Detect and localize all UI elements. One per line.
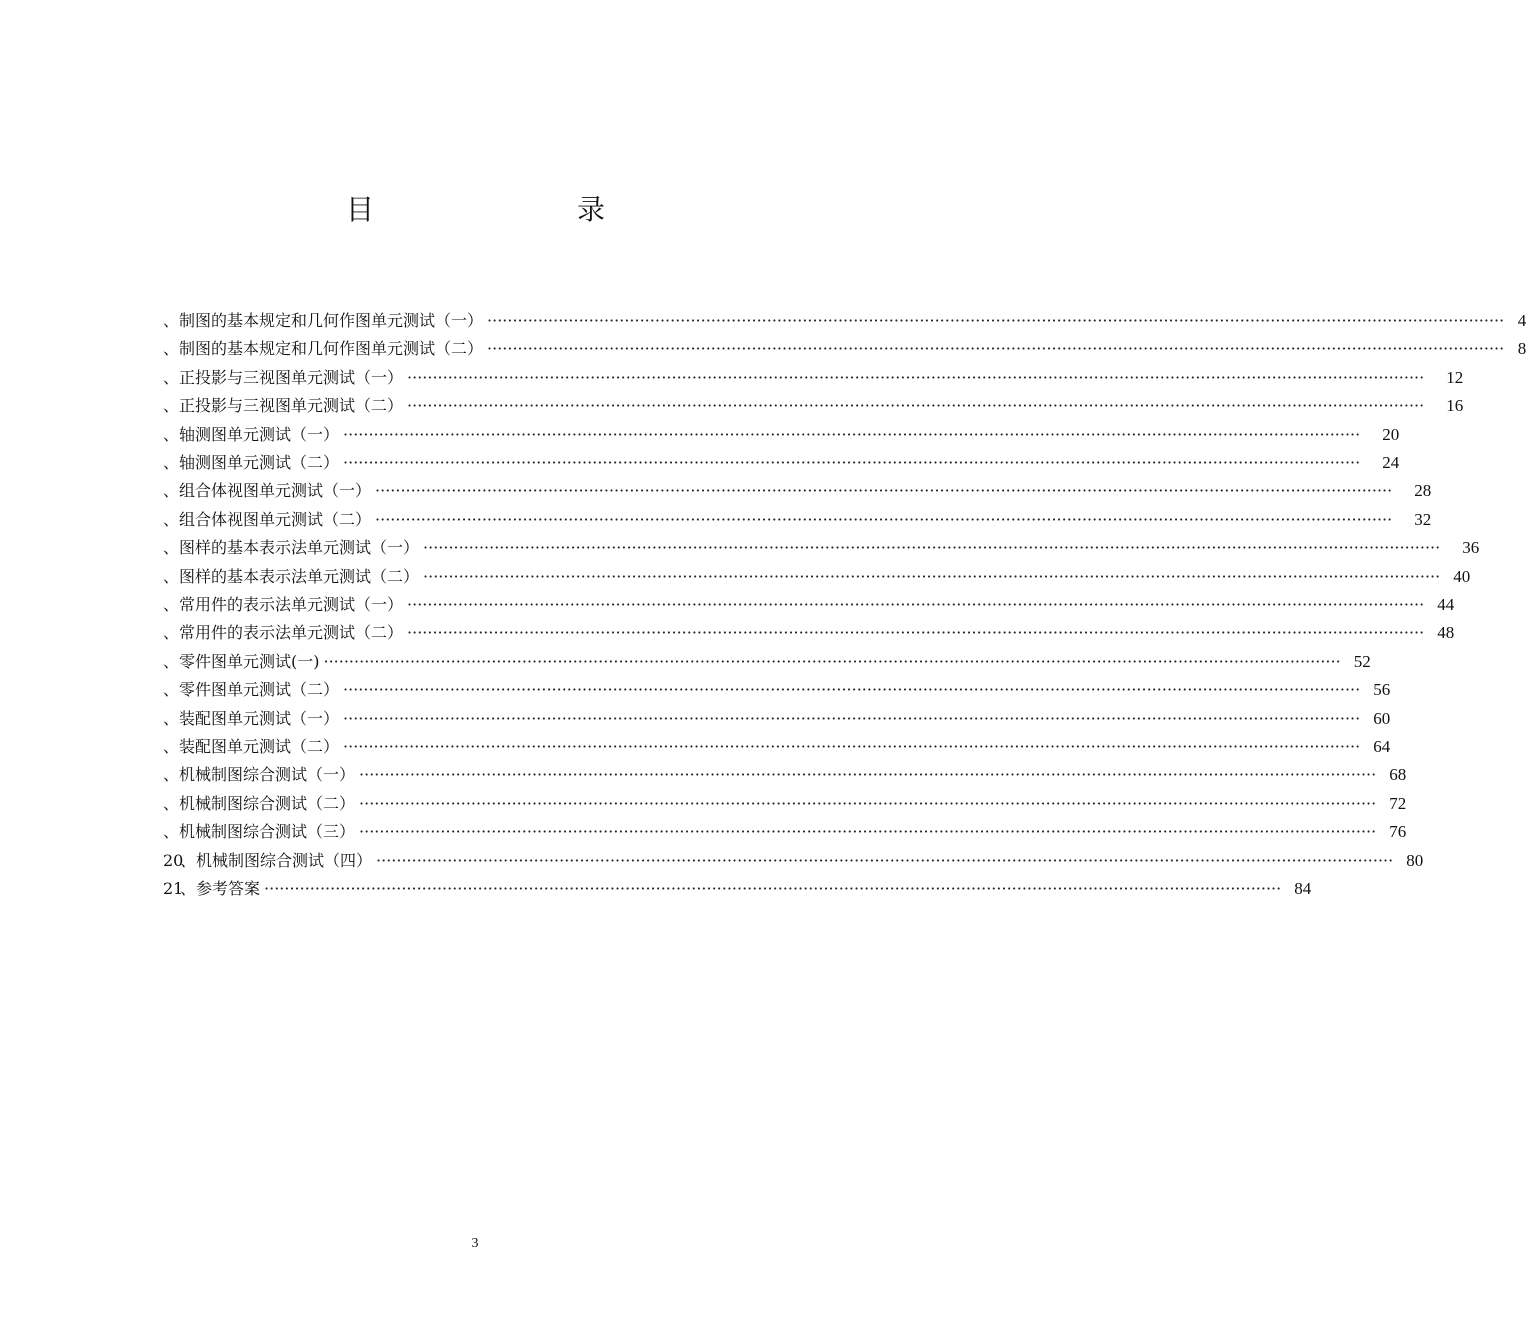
toc-leader-dots: ········································································································································································································ xyxy=(343,737,1361,756)
toc-entry xyxy=(163,361,1464,389)
toc-entry-page: 4 xyxy=(1517,311,1526,330)
toc-entry xyxy=(163,844,1424,872)
toc-entry xyxy=(163,418,1400,446)
toc-entry xyxy=(163,304,1526,332)
toc-leader-dots: ········································································································································································································ xyxy=(359,765,1377,785)
toc-entry-page: 28 xyxy=(1414,481,1432,501)
toc-entry-page: 84 xyxy=(1294,879,1312,898)
toc-leader-dots: ········································································································································································································ xyxy=(264,879,1282,898)
toc-entry-label: 、机械制图综合测试（四） xyxy=(180,850,373,870)
toc-entry-label: 、装配图单元测试（一） xyxy=(163,708,340,728)
toc-entry-label: 、机械制图综合测试（三） xyxy=(163,822,356,842)
toc-leader-dots: ········································································································································································································ xyxy=(359,822,1377,842)
toc-entry-label: 、常用件的表示法单元测试（二） xyxy=(163,623,404,643)
toc-entry xyxy=(163,531,1480,559)
toc-entry-number: 20 xyxy=(163,850,184,870)
toc-leader-dots: ········································································································································································································ xyxy=(407,595,1425,614)
toc-entry-page: 8 xyxy=(1517,339,1526,359)
toc-entry-label: 、组合体视图单元测试（一） xyxy=(163,481,372,501)
toc-entry-label: 、常用件的表示法单元测试（一） xyxy=(163,595,404,614)
toc-title-left: 目 xyxy=(346,193,375,226)
toc-title-right: 录 xyxy=(577,193,606,226)
toc-entry-label: 、正投影与三视图单元测试（二） xyxy=(163,396,404,416)
toc-entry-label: 、图样的基本表示法单元测试（一） xyxy=(163,538,420,558)
toc-entry-label: 、制图的基本规定和几何作图单元测试（二） xyxy=(163,339,484,359)
toc-leader-dots: ········································································································································································································ xyxy=(323,651,1341,671)
toc-entry xyxy=(163,503,1432,531)
toc-entry-label: 、参考答案 xyxy=(180,879,261,898)
toc-entry xyxy=(163,730,1391,758)
toc-entry xyxy=(163,474,1432,502)
toc-leader-dots: ········································································································································································································ xyxy=(343,708,1361,728)
toc-entry xyxy=(163,673,1391,701)
toc-entry-page: 36 xyxy=(1462,538,1480,558)
toc-entry-page: 44 xyxy=(1437,595,1455,614)
toc-entry-page: 76 xyxy=(1389,822,1407,842)
toc-leader-dots: ········································································································································································································ xyxy=(487,311,1505,330)
toc-leader-dots: ········································································································································································································ xyxy=(407,367,1425,387)
toc-entry-page: 72 xyxy=(1389,793,1407,813)
toc-leader-dots: ········································································································································································································ xyxy=(343,680,1361,700)
toc-entry-page: 68 xyxy=(1389,765,1407,785)
toc-entry xyxy=(163,446,1400,474)
toc-leader-dots: ········································································································································································································ xyxy=(487,339,1505,359)
toc-leader-dots: ········································································································································································································ xyxy=(343,424,1361,444)
toc-entry-page: 80 xyxy=(1406,850,1424,870)
toc-entry xyxy=(163,787,1407,815)
toc-entry-page: 48 xyxy=(1437,623,1455,643)
toc-entry-number: 21 xyxy=(163,879,184,898)
toc-entry-label: 、机械制图综合测试（二） xyxy=(163,793,356,813)
toc-entry-label: 、正投影与三视图单元测试（一） xyxy=(163,367,404,387)
toc-leader-dots: ········································································································································································································ xyxy=(376,850,1394,870)
toc-leader-dots: ········································································································································································································ xyxy=(407,396,1425,416)
toc-entry-label: 、零件图单元测试(一) xyxy=(163,651,320,671)
toc-entry-label: 、图样的基本表示法单元测试（二） xyxy=(163,566,420,586)
toc-leader-dots: ········································································································································································································ xyxy=(423,566,1441,586)
toc-entry-page: 60 xyxy=(1373,708,1391,728)
toc-entry-page: 12 xyxy=(1446,367,1464,387)
toc-entry xyxy=(163,872,1312,900)
toc-entry xyxy=(163,560,1471,588)
toc-entry-page: 64 xyxy=(1373,737,1391,756)
toc-leader-dots: ········································································································································································································ xyxy=(359,793,1377,813)
toc-entry xyxy=(163,616,1455,644)
toc-entry-page: 32 xyxy=(1414,509,1432,529)
toc-entry xyxy=(163,702,1391,730)
toc-entry-label: 、零件图单元测试（二） xyxy=(163,680,340,700)
toc-leader-dots: ········································································································································································································ xyxy=(407,623,1425,643)
toc-leader-dots: ········································································································································································································ xyxy=(343,453,1361,472)
toc-leader-dots: ········································································································································································································ xyxy=(375,509,1393,529)
toc-entry-page: 56 xyxy=(1373,680,1391,700)
toc-entry-label: 、机械制图综合测试（一） xyxy=(163,765,356,785)
toc-title xyxy=(0,190,950,230)
toc-leader-dots: ········································································································································································································ xyxy=(423,538,1441,558)
toc-entry xyxy=(163,332,1526,360)
toc-leader-dots: ········································································································································································································ xyxy=(375,481,1393,501)
toc-entry-page: 52 xyxy=(1353,651,1371,671)
toc-entry-label: 、轴测图单元测试（二） xyxy=(163,453,340,472)
toc-entry-label: 、组合体视图单元测试（二） xyxy=(163,509,372,529)
toc-entry xyxy=(163,389,1464,417)
toc-entry-page: 40 xyxy=(1453,566,1471,586)
toc-entry-label: 、轴测图单元测试（一） xyxy=(163,424,340,444)
toc-entry-page: 16 xyxy=(1446,396,1464,416)
toc-entry xyxy=(163,758,1407,786)
toc-entry-label: 、制图的基本规定和几何作图单元测试（一） xyxy=(163,311,484,330)
page-number: 3 xyxy=(471,1236,479,1251)
toc-entry xyxy=(163,815,1407,843)
toc-entry-label: 、装配图单元测试（二） xyxy=(163,737,340,756)
toc-entry-page: 20 xyxy=(1382,424,1400,444)
toc-entry xyxy=(163,588,1455,616)
toc-entry-page: 24 xyxy=(1382,453,1400,472)
toc-entry xyxy=(163,645,1371,673)
